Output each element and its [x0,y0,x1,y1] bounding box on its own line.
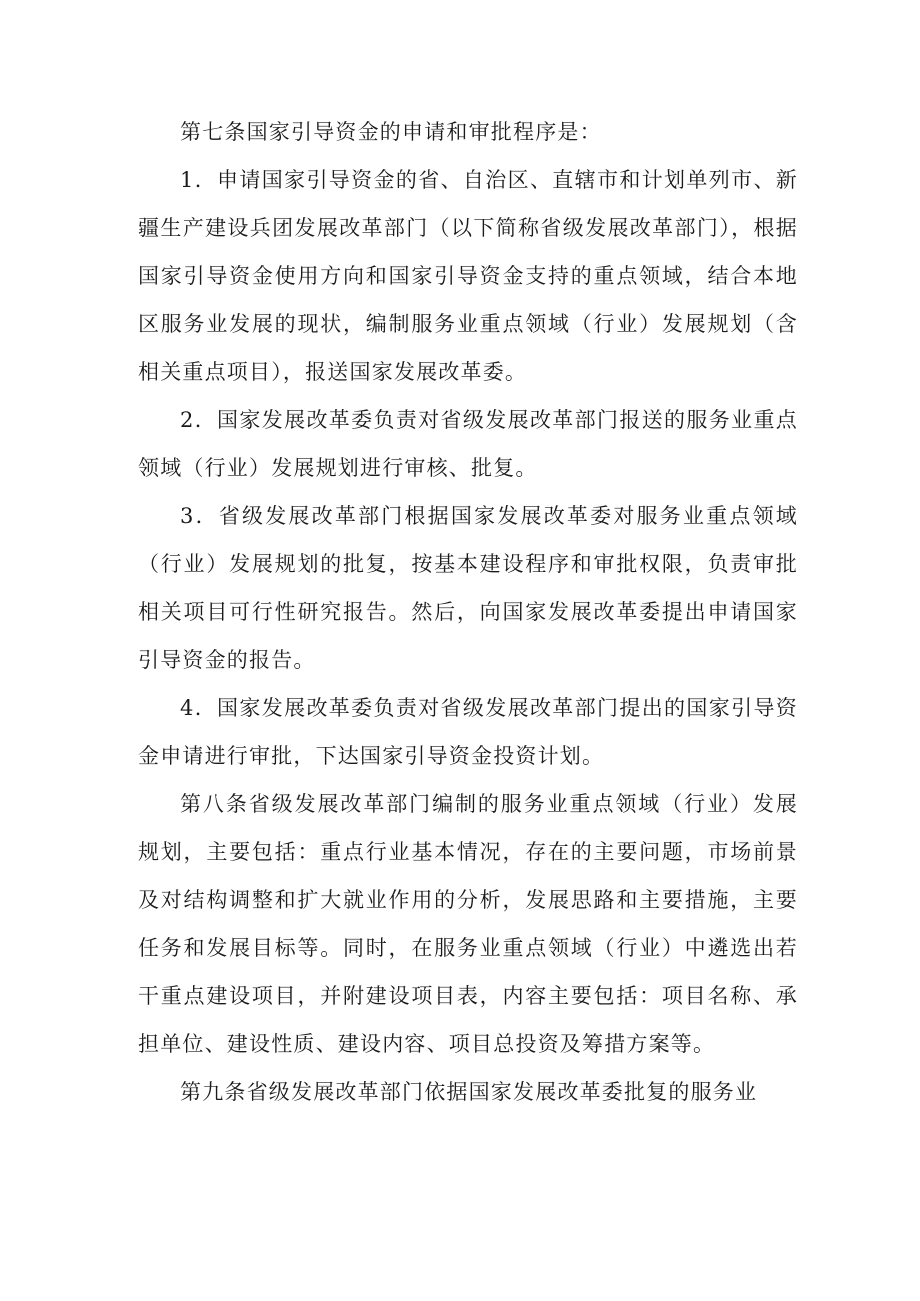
paragraph-article-9: 第九条省级发展改革部门依据国家发展改革委批复的服务业 [180,1080,758,1104]
paragraph-item-2: 2．国家发展改革委负责对省级发展改革部门报送的服务业重点领域（行业）发展规划进行审核、批复。 [138,408,798,480]
document-body [138,108,798,1116]
paragraph-item-3: 3．省级发展改革部门根据国家发展改革委对服务业重点领域（行业）发展规划的批复，按基本建设程序和审批权限，负责审批相关项目可行性研究报告。然后，向国家发展改革委提出申请国家引导资金的报告。 [138,504,798,672]
paragraph-item-4: 4．国家发展改革委负责对省级发展改革部门提出的国家引导资金申请进行审批，下达国家引导资金投资计划。 [138,696,798,768]
paragraph-article-7: 第七条国家引导资金的申请和审批程序是： [180,120,602,144]
paragraph-article-8: 第八条省级发展改革部门编制的服务业重点领域（行业）发展规划，主要包括：重点行业基本情况，存在的主要问题，市场前景及对结构调整和扩大就业作用的分析，发展思路和主要措施，主要任务和发展目标等。同时，在服务业重点领域（行业）中遴选出若干重点建设项目，并附建设项目表，内容主要包括：项目名称、承担单位、建设性质、建设内容、项目总投资及筹措方案等。 [138,792,798,1056]
paragraph-item-1: 1．申请国家引导资金的省、自治区、直辖市和计划单列市、新疆生产建设兵团发展改革部门（以下简称省级发展改革部门），根据国家引导资金使用方向和国家引导资金支持的重点领域，结合本地区服务业发展的现状，编制服务业重点领域（行业）发展规划（含相关重点项目），报送国家发展改革委。 [138,168,798,384]
